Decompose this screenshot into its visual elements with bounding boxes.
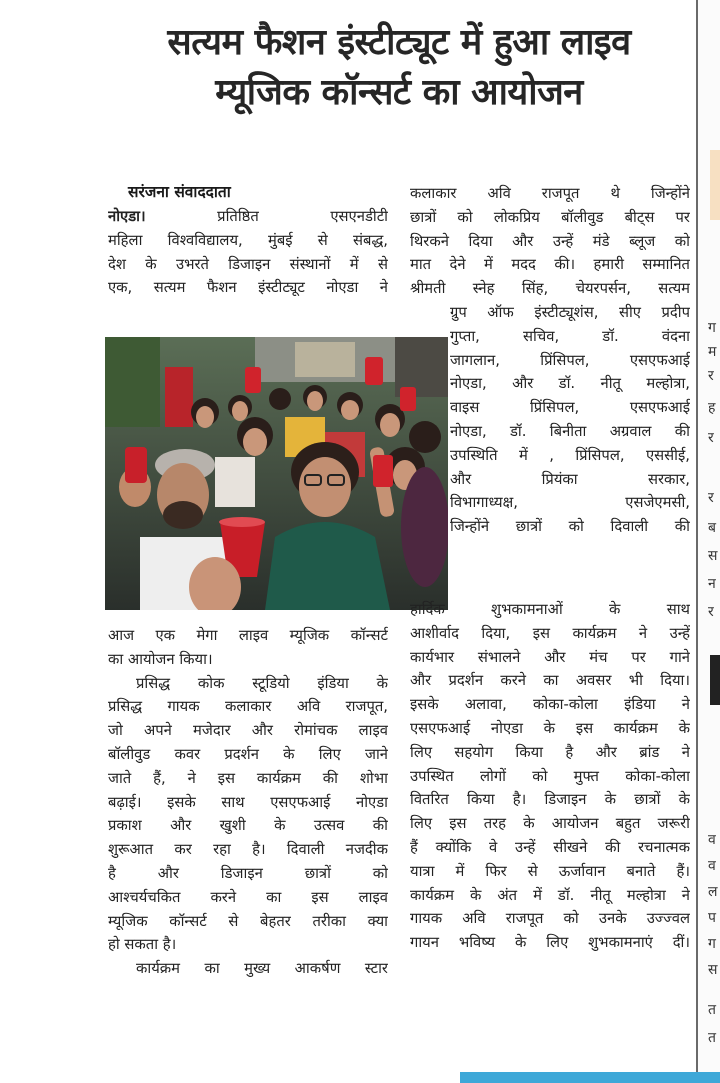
text-line: एक, सत्यम फैशन इंस्टीट्यूट नोएडा ने: [108, 279, 388, 297]
byline: सरंजना संवाददाता: [128, 183, 231, 201]
text-line: नोएडा। प्रतिष्ठित एसएनडीटी: [108, 208, 388, 225]
text-line: मात देने में मदद की। हमारी सम्मानित: [410, 256, 690, 274]
text-line: इसके अलावा, कोका-कोला इंडिया ने: [410, 696, 690, 714]
text-line: आशीर्वाद दिया, इस कार्यक्रम ने उन्हें: [410, 624, 690, 642]
adjacent-glyph: स: [708, 548, 718, 564]
headline-line-1: सत्यम फैशन इंस्टीट्यूट में हुआ लाइव: [167, 22, 631, 63]
headline-line-2: म्यूजिक कॉन्सर्ट का आयोजन: [215, 72, 583, 113]
adjacent-color-block: [710, 150, 720, 220]
column-1-top: [108, 205, 388, 300]
text-line: आज एक मेगा लाइव म्यूजिक कॉन्सर्ट: [108, 627, 388, 644]
text-line: नोएडा, और डॉ. नीतू मल्होत्रा,: [450, 375, 690, 393]
text-line: बॉलीवुड कवर प्रदर्शन के लिए जाने: [108, 745, 388, 763]
text-line: थिरकने दिया और उन्हें मंडे ब्लूज को: [410, 232, 690, 250]
adjacent-glyph: र: [708, 430, 714, 446]
text-line: शुरूआत कर रहा है। दिवाली नजदीक: [108, 841, 388, 859]
adjacent-glyph: ग: [708, 936, 716, 952]
text-line: जो अपने मजेदार और रोमांचक लाइव: [108, 722, 388, 740]
concert-photo: [105, 337, 448, 610]
text-line: कलाकार अवि राजपूत थे जिन्होंने: [410, 185, 690, 202]
text-line: हो सकता है।: [108, 936, 177, 954]
dateline: नोएडा।: [108, 208, 146, 225]
text-line: वाइस प्रिंसिपल, एसएफआई: [450, 399, 690, 417]
text-line: प्रकाश और खुशी के उत्सव की: [108, 817, 388, 835]
adjacent-glyph: स: [708, 962, 718, 978]
text-line: एसएफआई नोएडा के इस कार्यक्रम के: [410, 719, 690, 737]
text-line: का आयोजन किया।: [108, 650, 213, 668]
text-line: जिन्होंने छात्रों को दिवाली की: [450, 518, 690, 536]
text-line: देश के उभरते डिजाइन संस्थानों में से: [108, 255, 388, 273]
column-1-bottom: [108, 624, 388, 981]
text-line: गायक अवि राजपूत को उनके उज्ज्वल: [410, 910, 690, 928]
text-line: जागलान, प्रिंसिपल, एसएफआई: [450, 351, 690, 369]
page-bottom-band: [460, 1072, 720, 1083]
adjacent-glyph: र: [708, 604, 714, 620]
text-line: हैं क्योंकि वे उन्हें सीखने की रचनात्मक: [410, 838, 690, 856]
page-margin: [0, 0, 104, 1083]
adjacent-glyph: व: [708, 832, 716, 848]
text-line: नोएडा, डॉ. बिनीता अग्रवाल की: [450, 422, 690, 440]
adjacent-heading-fragment: [710, 655, 720, 705]
adjacent-glyph: न: [708, 576, 716, 592]
text-line: आश्चर्यचकित करने का इस लाइव: [108, 888, 388, 906]
text-line: प्रसिद्ध गायक कलाकार अवि राजपूत,: [108, 698, 388, 716]
text-line: हार्दिक शुभकामनाओं के साथ: [410, 601, 690, 618]
adjacent-glyph: र: [708, 368, 714, 384]
adjacent-glyph: ब: [708, 520, 716, 536]
article-headline: [104, 18, 694, 118]
adjacent-glyph: व: [708, 858, 716, 874]
text-line: ग्रुप ऑफ इंस्टीट्यूशंस, सीए प्रदीप: [450, 303, 690, 321]
text-line: श्रीमती स्नेह सिंह, चेयरपर्सन, सत्यम: [410, 280, 690, 298]
adjacent-glyph: त: [708, 1030, 716, 1046]
text-line: कार्यक्रम का मुख्य आकर्षण स्टार: [136, 960, 388, 978]
text-line: उपस्थित लोगों को मुफ्त कोका-कोला: [410, 767, 690, 785]
text-line: म्यूजिक कॉन्सर्ट से बेहतर तरीका क्या: [108, 912, 388, 930]
adjacent-glyph: प: [708, 910, 716, 926]
text-line: लिए सहयोग किया है और ब्रांड ने: [410, 743, 690, 761]
text-line: वितरित किया है। डिजाइन के छात्रों के: [410, 791, 690, 809]
text-line: लिए इस तरह के आयोजन बहुत जरूरी: [410, 815, 690, 833]
adjacent-glyph: ह: [708, 400, 716, 416]
text-line: और प्रियंका सरकार,: [450, 470, 690, 488]
text-line: गुप्ता, सचिव, डॉ. वंदना: [450, 327, 690, 345]
text-line: यात्रा में फिर से ऊर्जावान बनाते हैं।: [410, 862, 690, 880]
text-line: और प्रदर्शन करने का अवसर भी दिया।: [410, 672, 690, 690]
text-line: है और डिजाइन छात्रों को: [108, 864, 388, 882]
text-line: जाते हैं, ने इस कार्यक्रम की शोभा: [108, 769, 388, 787]
text-line: प्रसिद्ध कोक स्टूडियो इंडिया के: [136, 674, 388, 692]
adjacent-glyph: ग: [708, 320, 716, 336]
text-line: कार्यक्रम के अंत में डॉ. नीतू मल्होत्रा ने: [410, 886, 690, 904]
adjacent-glyph: म: [708, 344, 717, 360]
text-line: विभागाध्यक्ष, एसजेएमसी,: [450, 494, 690, 512]
text-line: उपस्थिति में , प्रिंसिपल, एससीई,: [450, 446, 690, 464]
text-line: महिला विश्वविद्यालय, मुंबई से संबद्ध,: [108, 231, 388, 249]
column-2-bottom: [410, 598, 690, 955]
text-line: गायन भविष्य के लिए शुभकामनाएं दीं।: [410, 934, 690, 952]
adjacent-glyph: ल: [708, 884, 718, 900]
text-line: बढ़ाई। इसके साथ एसएफआई नोएडा: [108, 793, 388, 811]
adjacent-glyph: र: [708, 490, 714, 506]
text-line: छात्रों को लोकप्रिय बॉलीवुड बीट्स पर: [410, 208, 690, 226]
adjacent-glyph: त: [708, 1002, 716, 1018]
text-line: कार्यभार संभालने और मंच पर गाने: [410, 648, 690, 666]
column-2-top: [410, 182, 690, 539]
adjacent-article-strip: [698, 0, 720, 1083]
